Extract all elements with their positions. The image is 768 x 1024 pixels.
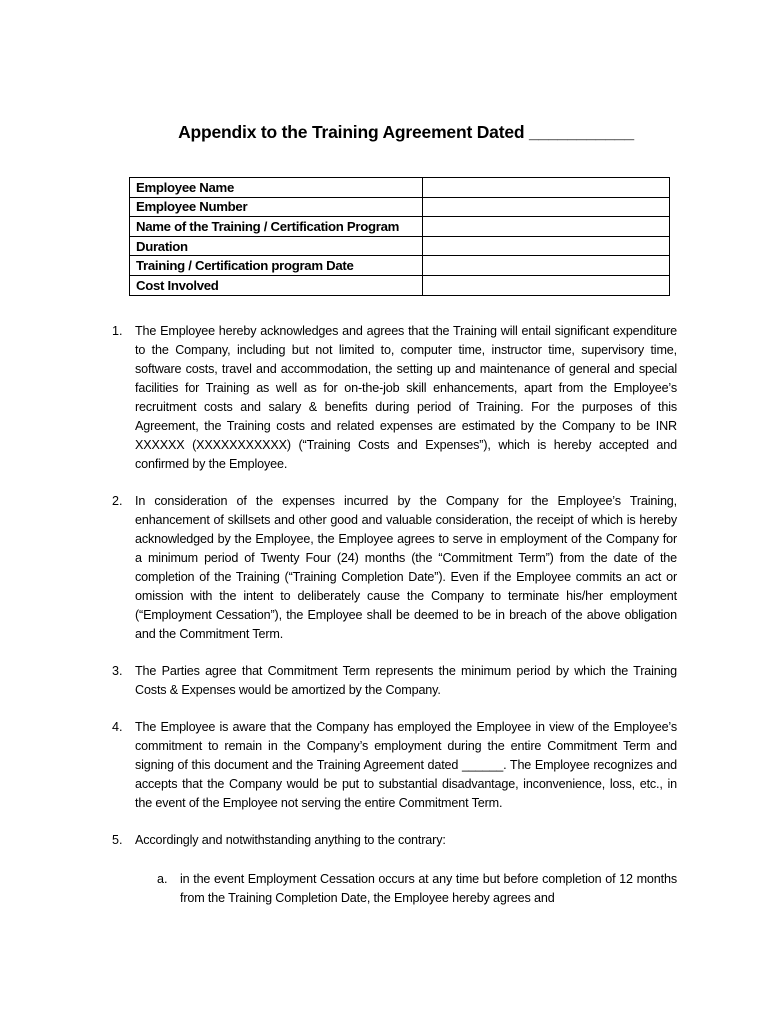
table-row xyxy=(130,256,670,276)
table-row xyxy=(130,197,670,217)
clause-number: 3. xyxy=(112,664,123,678)
row-value xyxy=(423,275,670,295)
sub-clause-text: in the event Employment Cessation occurs at any time but before completion of 12 months from the Training Completion Date, the Employee hereby agrees and xyxy=(180,872,677,905)
clause-text: The Parties agree that Commitment Term represents the minimum period by which the Training Costs & Expenses would be amortized by the Company. xyxy=(135,664,677,697)
clause-number: 4. xyxy=(112,720,123,734)
row-value xyxy=(423,256,670,276)
employee-info-table xyxy=(129,177,670,296)
clause-item xyxy=(0,322,768,474)
clause-text: Accordingly and notwithstanding anything to the contrary: xyxy=(135,833,446,847)
table-row xyxy=(130,236,670,256)
clause-number: 1. xyxy=(112,324,123,338)
clause-item xyxy=(0,718,768,813)
table-row xyxy=(130,217,670,237)
clause-item xyxy=(0,662,768,700)
row-value xyxy=(423,236,670,256)
sub-clause-letter: a. xyxy=(157,872,168,886)
row-label: Employee Number xyxy=(130,197,423,217)
row-value xyxy=(423,178,670,198)
clause-text: In consideration of the expenses incurred by the Company for the Employee’s Training, enhancement of skillsets and other good and valuable consideration, the receipt of which is hereby acknowledged by the Employee, the Employee agrees to serve in employment of the Company for a minimum period of Twenty Four (24) months (the “Commitment Term”) from the date of the completion of the Training (“Training Completion Date”). Even if the Employee commits an act or omission with the intent to deliberately cause the Company to terminate his/her employment (“Employment Cessation”), the Employee shall be deemed to be in breach of the above obligation and the Commitment Term. xyxy=(135,494,677,641)
document-title: Appendix to the Training Agreement Dated ___________ xyxy=(178,122,634,142)
row-label: Name of the Training / Certification Program xyxy=(130,217,423,237)
clause-item xyxy=(0,492,768,644)
table-row xyxy=(130,275,670,295)
row-label: Duration xyxy=(130,236,423,256)
sub-clause-item xyxy=(0,870,768,908)
row-label: Cost Involved xyxy=(130,275,423,295)
table-row xyxy=(130,178,670,198)
clause-text: The Employee hereby acknowledges and agrees that the Training will entail significant expenditure to the Company, including but not limited to, computer time, instructor time, supervisory time, software costs, travel and accommodation, the setting up and maintenance of general and special facilities for Training as well as for on-the-job skill enhancements, apart from the Employee’s recruitment costs and salary & benefits during period of Training. For the purposes of this Agreement, the Training costs and related expenses are estimated by the Company to be INR XXXXXX (XXXXXXXXXXX) (“Training Costs and Expenses”), which is hereby accepted and confirmed by the Employee. xyxy=(135,324,677,471)
row-value xyxy=(423,197,670,217)
clause-item xyxy=(0,831,768,908)
row-label: Employee Name xyxy=(130,178,423,198)
clause-text: The Employee is aware that the Company has employed the Employee in view of the Employee’s commitment to remain in the Company’s employment during the entire Commitment Term and signing of this document and the Training Agreement dated ______. The Employee recognizes and accepts that the Company would be put to substantial disadvantage, inconvenience, loss, etc., in the event of the Employee not serving the entire Commitment Term. xyxy=(135,720,677,810)
clause-list xyxy=(0,322,768,926)
row-label: Training / Certification program Date xyxy=(130,256,423,276)
clause-number: 5. xyxy=(112,833,123,847)
row-value xyxy=(423,217,670,237)
clause-number: 2. xyxy=(112,494,123,508)
